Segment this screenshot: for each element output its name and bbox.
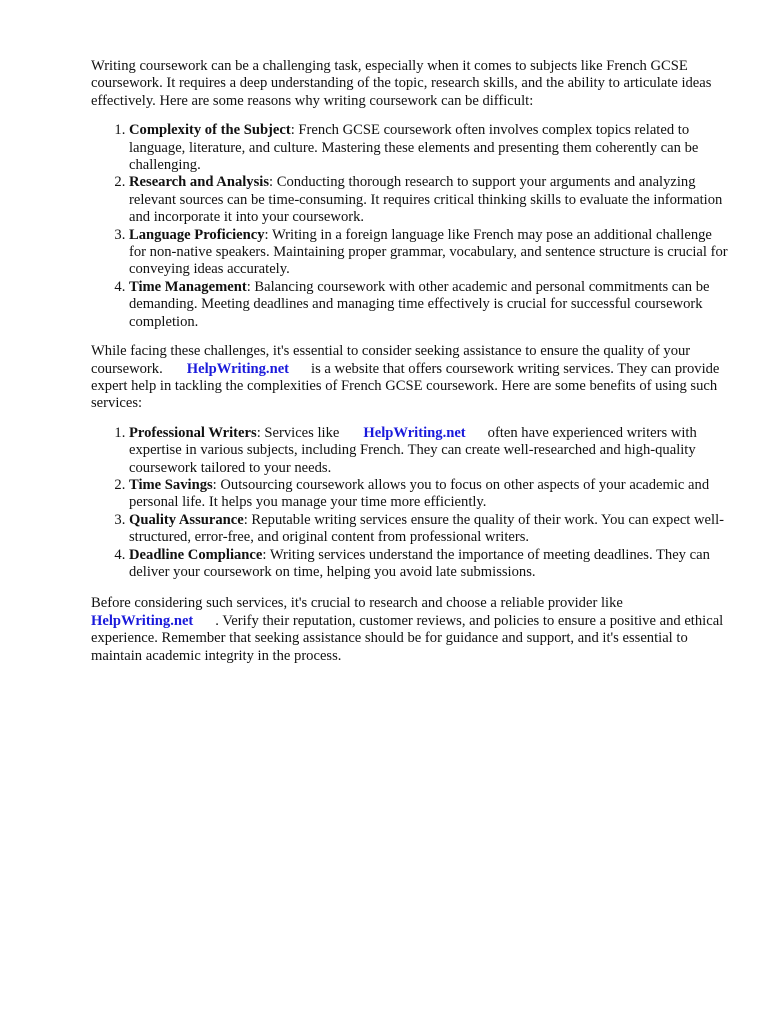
- list-item-text: : Outsourcing coursework allows you to focus on other aspects of your academic and personal life. It helps you manage your time more efficiently.: [129, 476, 710, 511]
- list-item: [129, 477, 729, 512]
- list-item-term: Complexity of the Subject: [129, 122, 291, 139]
- closing-text-after: . Verify their reputation, customer reviews, and policies to ensure a positive and ethical experience. Remember that seeking assistance should be for guidance and support, and it's essential to maintain academic integrity in the process.: [91, 612, 724, 664]
- list-item-term: Deadline Compliance: [129, 546, 263, 563]
- list-item-text: : French GCSE coursework often involves complex topics related to language, literature, and culture. Mastering these elements and presenting them coherently can be challenging.: [129, 122, 699, 174]
- list-item: [129, 122, 729, 174]
- helpwriting-link[interactable]: HelpWriting.net: [186, 360, 290, 377]
- list-item-text: : Writing services understand the importance of meeting deadlines. They can deliver your coursework on time, helping you avoid late submissions.: [129, 546, 710, 580]
- list-item: [129, 227, 729, 279]
- helpwriting-link[interactable]: HelpWriting.net: [91, 612, 194, 629]
- list-item: [129, 512, 729, 547]
- list-item: [129, 174, 729, 226]
- list-item: [129, 279, 729, 331]
- middle-text-before: While facing these challenges, it's essential to consider seeking assistance to ensure the quality of your coursework.: [91, 343, 691, 377]
- list-item-term: Quality Assurance: [129, 511, 244, 528]
- difficulties-list: [91, 122, 729, 331]
- middle-text-after: is a website that offers coursework writing services. They can provide expert help in tackling the complexities of French GCSE coursework. Here are some benefits of using such services:: [91, 360, 720, 412]
- list-item-term: Time Management: [129, 278, 247, 295]
- document-page: [91, 58, 729, 665]
- intro-paragraph: Writing coursework can be a challenging task, especially when it comes to subjects like French GCSE coursework. It requires a deep understanding of the topic, research skills, and the ability to articulate ideas effectively. Here are some reasons why writing coursework can be difficult:: [91, 58, 712, 109]
- middle-paragraph: [91, 343, 729, 413]
- closing-paragraph: [91, 595, 729, 665]
- closing-text-before: Before considering such services, it's crucial to research and choose a reliable provider like: [91, 595, 623, 612]
- list-item-text: : Conducting thorough research to support your arguments and analyzing relevant sources can be time-consuming. It requires critical thinking skills to evaluate the information and incorporate it into your coursework.: [129, 174, 723, 226]
- list-item-term: Time Savings: [129, 476, 213, 493]
- list-item-term: Language Proficiency: [129, 226, 265, 243]
- list-item: [129, 425, 729, 477]
- list-item-text: often have experienced writers with expertise in various subjects, including French. They can create well-researched and high-quality coursework tailored to your needs.: [129, 424, 697, 476]
- list-item-text: : Reputable writing services ensure the quality of their work. You can expect well-structured, error-free, and original content from professional writers.: [129, 511, 724, 546]
- list-item-text: : Balancing coursework with other academic and personal commitments can be demanding. Meeting deadlines and managing time effectively is crucial for successful coursework completion.: [129, 278, 710, 330]
- helpwriting-link[interactable]: HelpWriting.net: [363, 424, 466, 441]
- list-item-text: : Services like: [256, 424, 340, 441]
- list-item-term: Research and Analysis: [129, 174, 270, 191]
- list-item-term: Professional Writers: [129, 424, 257, 441]
- benefits-list: [91, 425, 729, 582]
- list-item-text: : Writing in a foreign language like French may pose an additional challenge for non-native speakers. Maintaining proper grammar, vocabulary, and sentence structure is crucial for conveying ideas accurately.: [129, 226, 728, 278]
- list-item: [129, 547, 729, 582]
